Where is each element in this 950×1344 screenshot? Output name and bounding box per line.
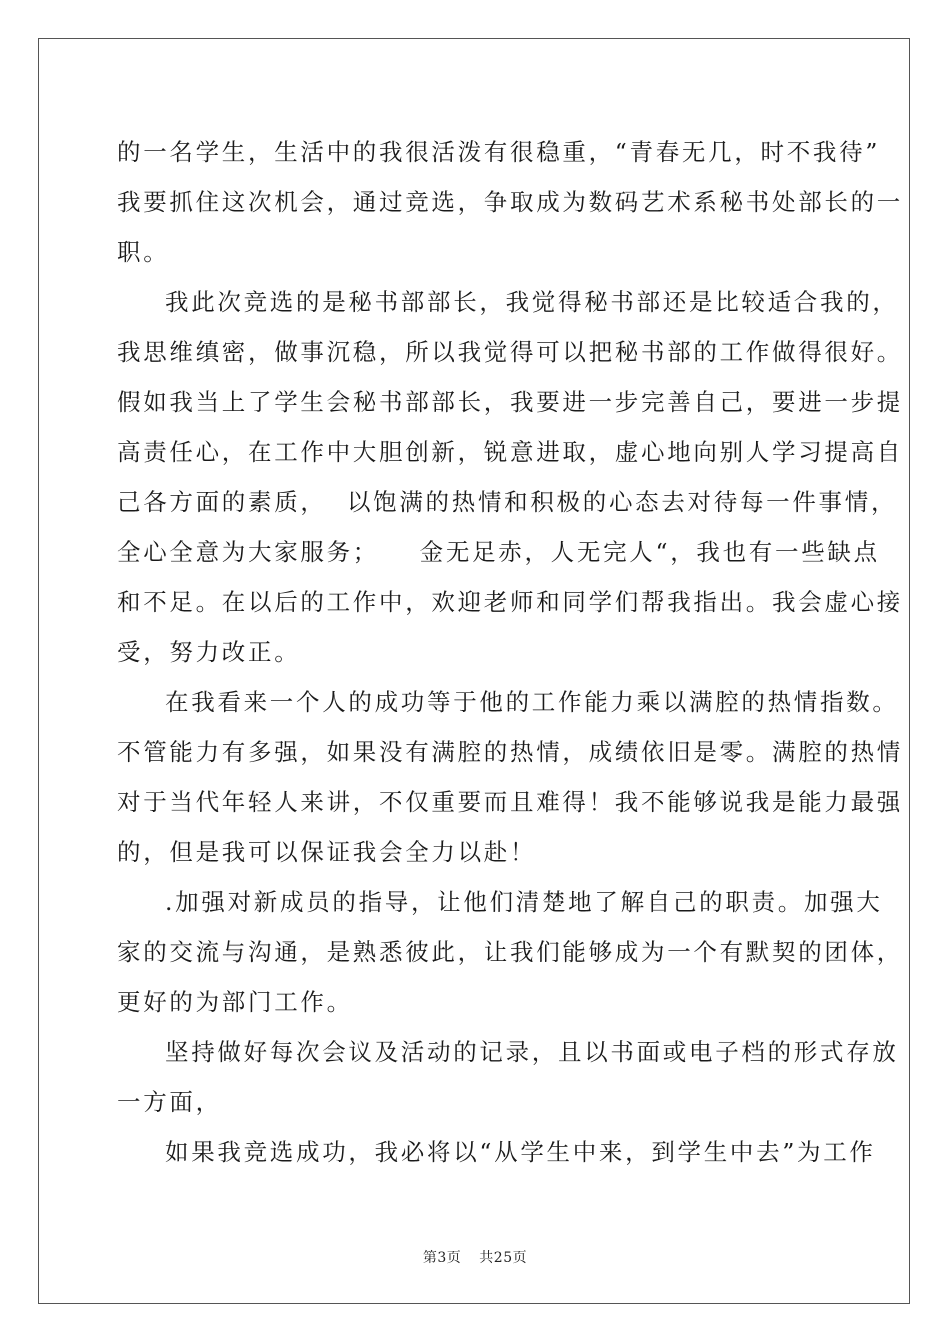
paragraph-start-line: 我此次竞选的是秘书部部长，我觉得秘书部还是比较适合我的， (165, 288, 899, 316)
text-line: 更好的为部门工作。 (117, 988, 353, 1016)
text-line: 的，但是我可以保证我会全力以赴！ (117, 838, 537, 866)
page-number: 第3页 (422, 1250, 462, 1266)
text-line: 我思维缜密，做事沉稳，所以我觉得可以把秘书部的工作做得很好。 (117, 338, 903, 366)
paragraph-start-line: 在我看来一个人的成功等于他的工作能力乘以满腔的热情指数。 (165, 688, 899, 716)
document-body (117, 127, 903, 1177)
text-line: 全心全意为大家服务； 金无足赤，人无完人“，我也有一些缺点 (117, 538, 880, 566)
text-line: 我要抓住这次机会，通过竞选，争取成为数码艺术系秘书处部长的一 (117, 188, 903, 216)
paragraph-start-line: 坚持做好每次会议及活动的记录，且以书面或电子档的形式存放 (165, 1038, 899, 1066)
text-line: 的一名学生，生活中的我很活泼有很稳重，“青春无几，时不我待” (117, 138, 881, 166)
paragraph-start-line: .加强对新成员的指导，让他们清楚地了解自己的职责。加强大 (165, 888, 883, 916)
text-line: 和不足。在以后的工作中，欢迎老师和同学们帮我指出。我会虚心接 (117, 588, 903, 616)
text-line: 假如我当上了学生会秘书部部长，我要进一步完善自己，要进一步提 (117, 388, 903, 416)
text-line: 受，努力改正。 (117, 638, 301, 666)
text-line: 己各方面的素质， 以饱满的热情和积极的心态去对待每一件事情， (117, 488, 898, 516)
text-line: 职。 (117, 238, 170, 266)
text-line: 家的交流与沟通，是熟悉彼此，让我们能够成为一个有默契的团体， (117, 938, 903, 966)
text-line: 一方面， (117, 1088, 222, 1116)
text-line: 对于当代年轻人来讲，不仅重要而且难得！我不能够说我是能力最强 (117, 788, 903, 816)
text-line: 不管能力有多强，如果没有满腔的热情，成绩依旧是零。满腔的热情 (117, 738, 903, 766)
total-pages: 共25页 (479, 1250, 528, 1266)
page-footer (0, 1247, 950, 1267)
paragraph-start-line: 如果我竞选成功，我必将以“从学生中来，到学生中去”为工作 (165, 1138, 876, 1166)
text-line: 高责任心，在工作中大胆创新，锐意进取，虚心地向别人学习提高自 (117, 438, 903, 466)
